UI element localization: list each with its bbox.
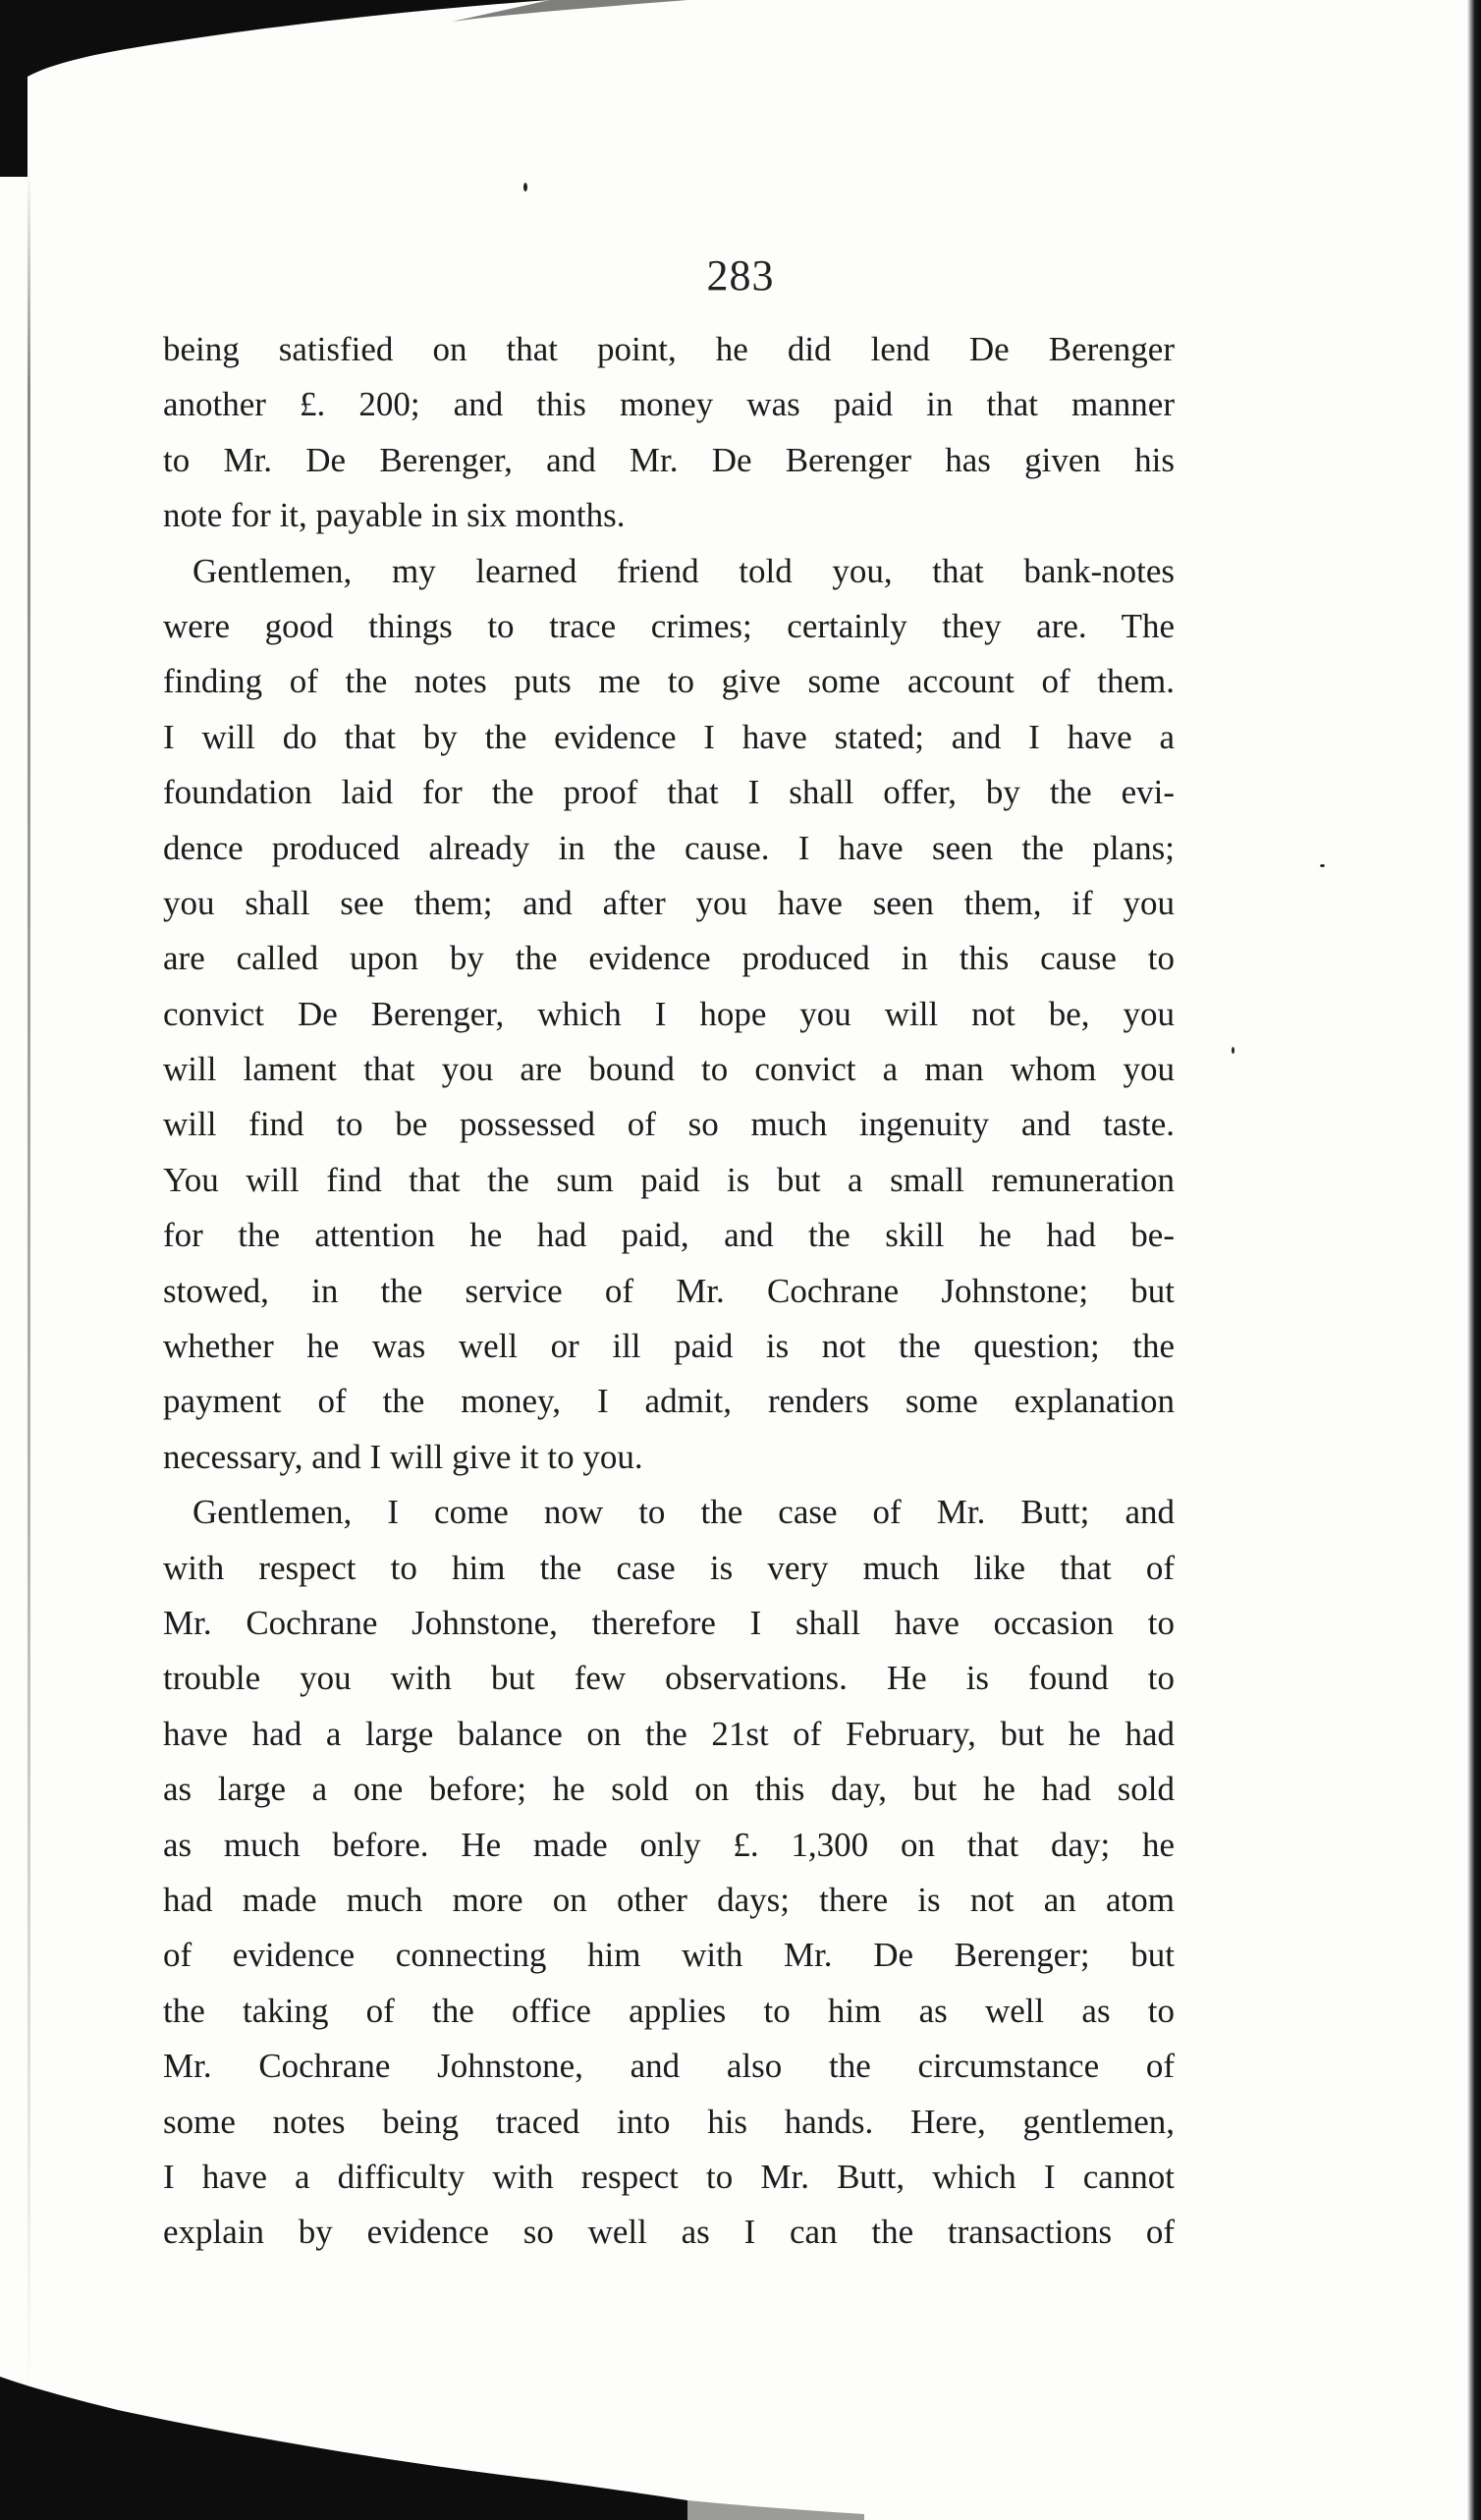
ink-speck xyxy=(1320,864,1325,867)
text-line: with respect to him the case is very much like that of xyxy=(163,1548,1175,1587)
page-corner-shadow-bottom xyxy=(0,2377,1481,2520)
text-line: another £. 200; and this money was paid in that manner xyxy=(163,385,1175,424)
text-line: Mr. Cochrane Johnstone, and also the circumstance of xyxy=(163,2047,1175,2086)
text-line: some notes being traced into his hands. Here, gentlemen, xyxy=(163,2102,1175,2141)
text-line: to Mr. De Berenger, and Mr. De Berenger has given his xyxy=(163,440,1175,479)
text-line: of evidence connecting him with Mr. De Berenger; but xyxy=(163,1936,1175,1975)
text-line: Mr. Cochrane Johnstone, therefore I shall have occasion to xyxy=(163,1603,1175,1642)
text-line: will lament that you are bound to convict a man whom you xyxy=(163,1050,1175,1089)
text-line: You will find that the sum paid is but a small remuneration xyxy=(163,1160,1175,1199)
text-line: whether he was well or ill paid is not the question; the xyxy=(163,1327,1175,1366)
scan-right-edge xyxy=(1467,0,1481,2520)
text-line: have had a large balance on the 21st of February, but he had xyxy=(163,1714,1175,1753)
ink-speck xyxy=(1232,1047,1234,1054)
text-line: payment of the money, I admit, renders some explanation xyxy=(163,1382,1175,1421)
text-line: trouble you with but few observations. He is found to xyxy=(163,1659,1175,1698)
text-line: explain by evidence so well as I can the transactions of xyxy=(163,2213,1175,2252)
ink-speck xyxy=(523,183,527,192)
text-line: as much before. He made only £. 1,300 on that day; he xyxy=(163,1825,1175,1864)
page-number: 283 xyxy=(706,251,775,300)
text-line: you shall see them; and after you have seen them, if you xyxy=(163,883,1175,922)
text-line: finding of the notes puts me to give some account of them. xyxy=(163,662,1175,701)
text-line: convict De Berenger, which I hope you will not be, you xyxy=(163,994,1175,1033)
text-line: as large a one before; he sold on this day, but he had sold xyxy=(163,1770,1175,1809)
page-corner-shadow-top xyxy=(0,0,1481,177)
text-line: stowed, in the service of Mr. Cochrane Johnstone; but xyxy=(163,1271,1175,1310)
text-line: necessary, and I will give it to you. xyxy=(163,1437,643,1476)
text-line: will find to be possessed of so much ingenuity and taste. xyxy=(163,1105,1175,1144)
text-line: are called upon by the evidence produced in this cause to xyxy=(163,939,1175,978)
body-text xyxy=(163,322,1175,2261)
text-line: I will do that by the evidence I have stated; and I have a xyxy=(163,717,1175,756)
text-line: for the attention he had paid, and the skill he had be- xyxy=(163,1216,1175,1255)
text-line: had made much more on other days; there is not an atom xyxy=(163,1880,1175,1919)
scan-left-edge xyxy=(27,167,30,2406)
text-line: foundation laid for the proof that I shall offer, by the evi- xyxy=(163,773,1175,812)
text-line: note for it, payable in six months. xyxy=(163,496,626,535)
text-line: Gentlemen, I come now to the case of Mr. Butt; and xyxy=(192,1493,1175,1532)
text-line: being satisfied on that point, he did lend De Berenger xyxy=(163,330,1175,368)
text-line: dence produced already in the cause. I have seen the plans; xyxy=(163,828,1175,867)
text-line: were good things to trace crimes; certainly they are. The xyxy=(163,606,1175,645)
text-line: the taking of the office applies to him as well as to xyxy=(163,1991,1175,2030)
text-line: I have a difficulty with respect to Mr. Butt, which I cannot xyxy=(163,2157,1175,2196)
text-line: Gentlemen, my learned friend told you, that bank-notes xyxy=(192,551,1175,590)
